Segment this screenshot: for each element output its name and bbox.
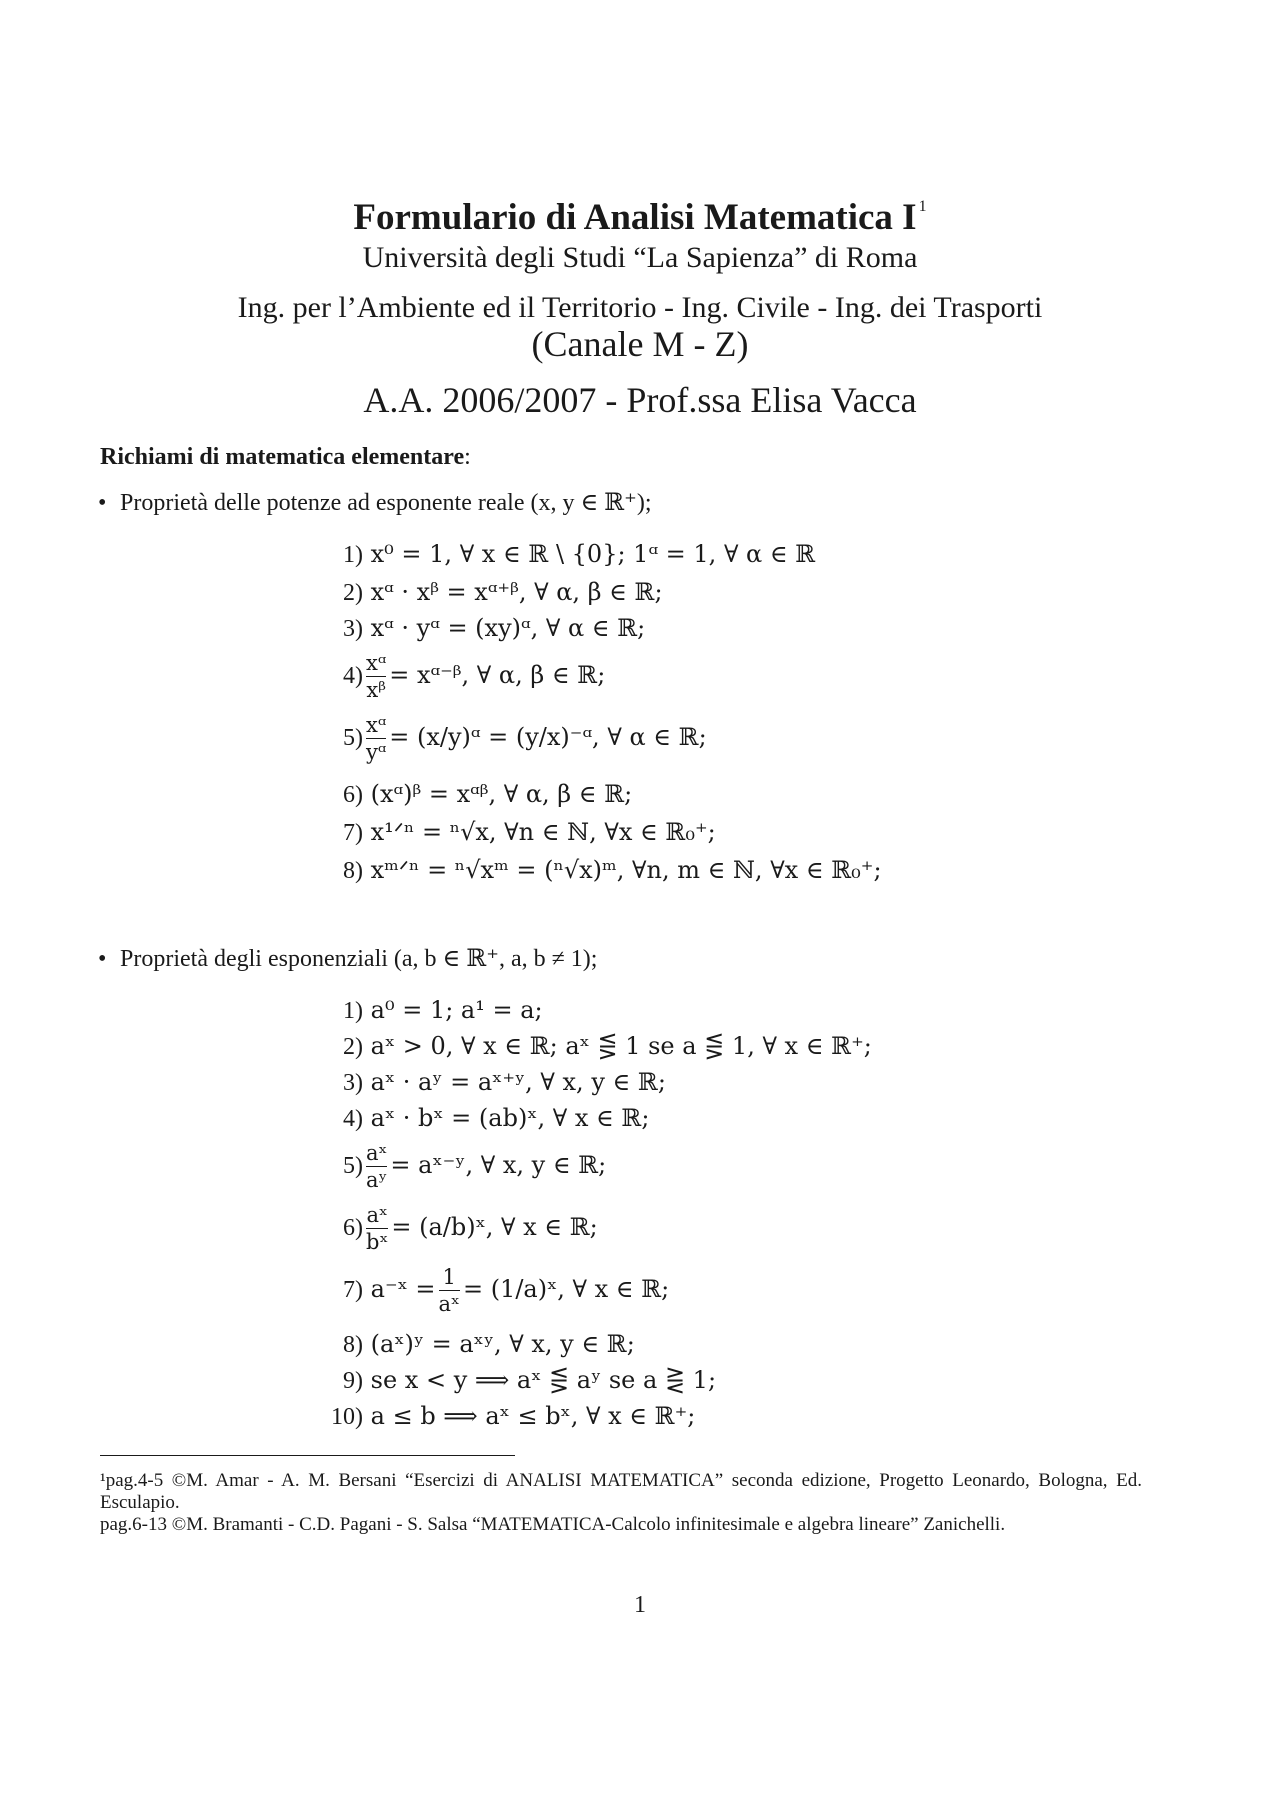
formula-line: 3) xᵅ · yᵅ = (xy)ᵅ, ∀ α ∈ ℝ; (343, 614, 646, 642)
footnote-2: pag.6-13 ©M. Bramanti - C.D. Pagani - S. Salsa “MATEMATICA-Calcolo infinitesimale e algebra lineare” Zanichelli. (100, 1514, 1006, 1535)
formula-line: 8) xᵐᐟⁿ = ⁿ√xᵐ = (ⁿ√x)ᵐ, ∀n, m ∈ ℕ, ∀x ∈ ℝ₀⁺; (343, 856, 882, 884)
formula-line: 10) a ≤ b ⟹ aˣ ≤ bˣ, ∀ x ∈ ℝ⁺; (331, 1402, 696, 1430)
section-heading: Richiami di matematica elementare: (100, 444, 471, 470)
formula-line: 2) xᵅ · xᵝ = xᵅ⁺ᵝ, ∀ α, β ∈ ℝ; (343, 578, 663, 606)
university-name: Università degli Studi “La Sapienza” di Roma (362, 241, 918, 274)
formula-line: 1) x⁰ = 1, ∀ x ∈ ℝ \ {0}; 1ᵅ = 1, ∀ α ∈ ℝ (343, 540, 816, 568)
formula-line: 4) aˣ · bˣ = (ab)ˣ, ∀ x ∈ ℝ; (343, 1104, 650, 1132)
formula-line: 8) (aˣ)ʸ = aˣʸ, ∀ x, y ∈ ℝ; (343, 1330, 635, 1358)
document-title: Formulario di Analisi Matematica I $^1$ (353, 197, 927, 238)
bullet-powers: • Proprietà delle potenze ad esponente reale (x, y ∈ ℝ⁺); (98, 490, 652, 516)
fraction: $\frac{1}{\text{aˣ}}$ (438, 1265, 460, 1316)
channel: (Canale M - Z) (531, 324, 749, 364)
formula-line: 5) $\frac{\text{aˣ}}{\text{aʸ}}$ = aˣ⁻ʸ, ∀ x, y ∈ ℝ; (343, 1141, 607, 1192)
formula-line: 4) $\frac{\text{xᵅ}}{\text{xᵝ}}$ = xᵅ⁻ᵝ, ∀ α, β ∈ ℝ; (343, 651, 606, 702)
formula-line: 2) aˣ > 0, ∀ x ∈ ℝ; aˣ ⋚ 1 se a ⋚ 1, ∀ x ∈ ℝ⁺; (343, 1032, 872, 1060)
formula-line: 5) $\frac{\text{xᵅ}}{\text{yᵅ}}$ = (x/y)ᵅ = (y/x)⁻ᵅ, ∀ α ∈ ℝ; (343, 713, 707, 764)
fraction: $\frac{\text{xᵅ}}{\text{xᵝ}}$ (366, 651, 387, 702)
degree-courses: Ing. per l’Ambiente ed il Territorio - Ing. Civile - Ing. dei Trasporti (237, 291, 1043, 324)
formula-line: 6) (xᵅ)ᵝ = xᵅᵝ, ∀ α, β ∈ ℝ; (343, 780, 633, 808)
formula-line: 7) a⁻ˣ = $\frac{1}{\text{aˣ}}$ = (1/a)ˣ, ∀ x ∈ ℝ; (343, 1265, 670, 1316)
formula-line: 9) se x < y ⟹ aˣ ⋚ aʸ se a ⋛ 1; (343, 1366, 717, 1394)
fraction: $\frac{\text{aˣ}}{\text{bˣ}}$ (366, 1203, 389, 1254)
footnote-1: ¹pag.4-5 ©M. Amar - A. M. Bersani “Esercizi di ANALISI MATEMATICA” seconda edizione, Progetto Leonardo, Bologna, Ed. Esculapio. (100, 1470, 1142, 1513)
bullet-exponentials: • Proprietà degli esponenziali (a, b ∈ ℝ⁺, a, b ≠ 1); (98, 946, 598, 972)
fraction: $\frac{\text{aˣ}}{\text{aʸ}}$ (366, 1141, 388, 1192)
academic-year-professor: A.A. 2006/2007 - Prof.ssa Elisa Vacca (363, 380, 917, 420)
formula-line: 7) x¹ᐟⁿ = ⁿ√x, ∀n ∈ ℕ, ∀x ∈ ℝ₀⁺; (343, 818, 716, 846)
title-footnote-mark: 1 (918, 198, 927, 215)
page-number: 1 (634, 1592, 646, 1618)
fraction: $\frac{\text{xᵅ}}{\text{yᵅ}}$ (366, 713, 387, 764)
formula-line: 1) a⁰ = 1; a¹ = a; (343, 996, 543, 1024)
footnote-divider (100, 1455, 515, 1456)
formula-line: 6) $\frac{\text{aˣ}}{\text{bˣ}}$ = (a/b)ˣ, ∀ x ∈ ℝ; (343, 1203, 598, 1254)
formula-line: 3) aˣ · aʸ = aˣ⁺ʸ, ∀ x, y ∈ ℝ; (343, 1068, 666, 1096)
